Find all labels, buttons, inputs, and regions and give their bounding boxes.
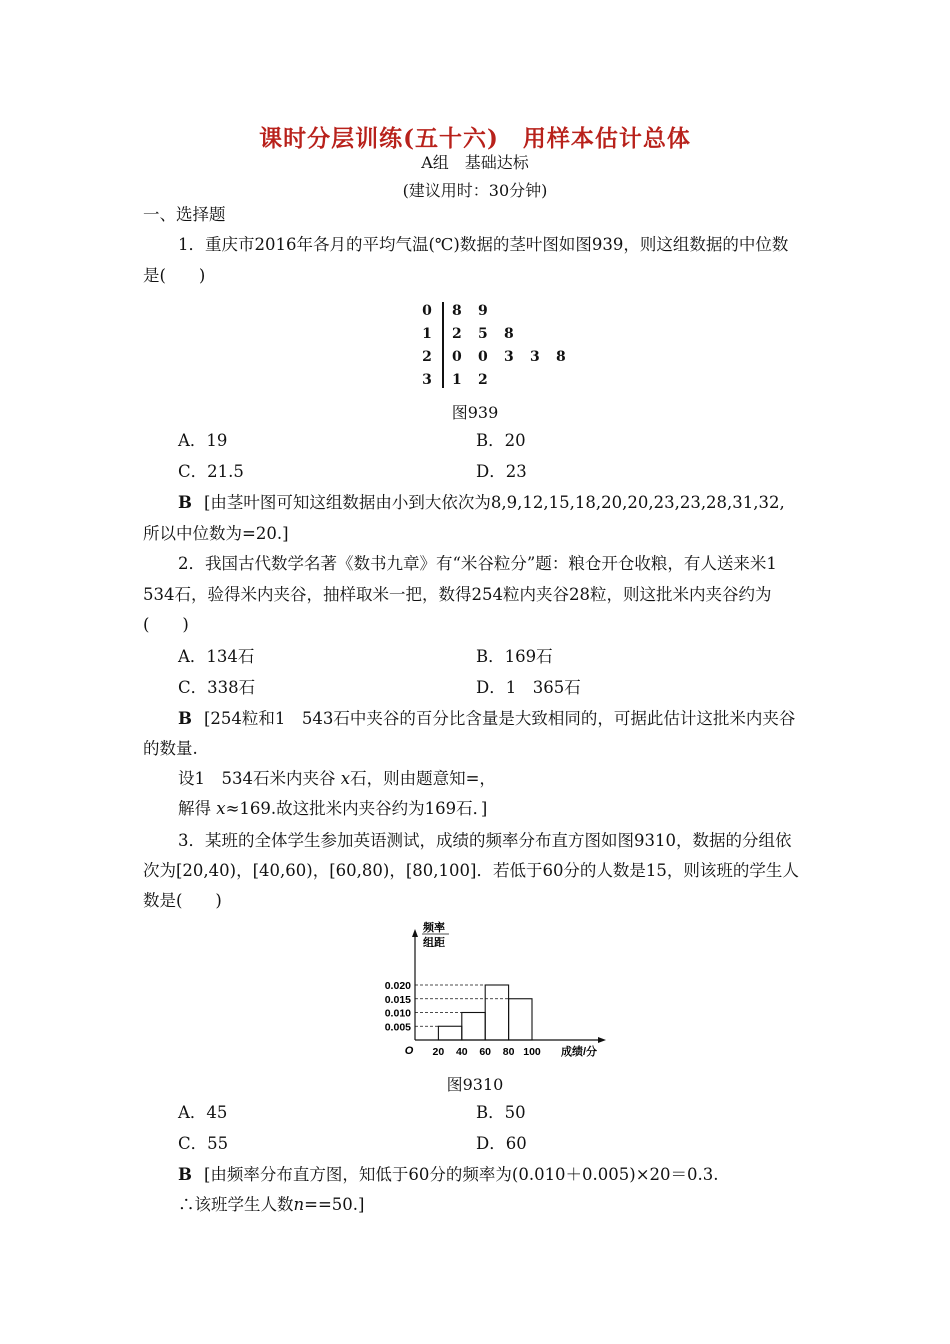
- histogram-bar: [509, 999, 532, 1040]
- leaf-value: 8: [556, 349, 566, 365]
- q1-answer: B: [178, 493, 192, 512]
- q1-option-c: C．21.5: [178, 462, 244, 481]
- stem-value: 0: [422, 303, 432, 319]
- leaf-value: 5: [478, 326, 488, 342]
- q2-sol3-a: 设1 534石米内夹谷: [178, 769, 336, 788]
- y-tick-label: 0.020: [384, 980, 411, 992]
- x-tick-label: 80: [502, 1046, 515, 1058]
- q2-sol3-b: 石，则由题意知=，: [350, 769, 496, 788]
- q3-sol2-var: n: [293, 1195, 305, 1214]
- q1-solution-text: [由茎叶图可知这组数据由小到大依次为8,9,12,15,18,20,20,23,23,28,31,32,: [203, 493, 785, 512]
- q3-option-c: C．55: [178, 1134, 229, 1153]
- q1-solution-line1: [178, 488, 818, 518]
- q3-stem-line1: 3．某班的全体学生参加英语测试，成绩的频率分布直方图如图9310，数据的分组依: [178, 831, 792, 850]
- histogram-bar: [462, 1013, 485, 1041]
- q3-answer: B: [178, 1165, 192, 1184]
- q2-answer: B: [178, 709, 192, 728]
- histogram-bar: [438, 1026, 461, 1040]
- y-tick-label: 0.005: [384, 1021, 411, 1034]
- leaf-value: 3: [530, 349, 540, 365]
- q3-solution-line1: [178, 1160, 818, 1190]
- q1-option-b: B．20: [476, 431, 526, 450]
- section-heading: 一、选择题: [143, 205, 226, 224]
- y-axis-label-bottom: 组距: [423, 937, 445, 949]
- x-axis-label: 成绩/分: [561, 1046, 598, 1058]
- group-label: A组 基础达标: [421, 153, 529, 172]
- frequency-histogram: [370, 915, 630, 1065]
- leaf-value: 2: [478, 372, 488, 388]
- origin-label: O: [404, 1045, 414, 1057]
- q2-sol3-var: x: [340, 769, 351, 788]
- time-hint: (建议用时：30分钟): [402, 181, 548, 200]
- q2-sol4-b: ≈169.故这批米内夹谷约为169石．]: [225, 799, 488, 818]
- q2-solution-line3: [178, 764, 818, 794]
- q3-option-a: A．45: [178, 1103, 228, 1122]
- q3-sol2-b: ==50.]: [304, 1195, 365, 1214]
- q3-sol2-a: ∴该班学生人数: [178, 1195, 294, 1214]
- q3-option-b: B．50: [476, 1103, 526, 1122]
- leaf-value: 8: [504, 326, 514, 342]
- q3-solution-text: [由频率分布直方图，知低于60分的频率为(0.010＋0.005)×20＝0.3.: [203, 1165, 719, 1184]
- leaf-value: 3: [504, 349, 514, 365]
- q2-solution-line1: [178, 704, 818, 734]
- q2-solution-text: [254粒和1 543石中夹谷的百分比含量是大致相同的，可据此估计这批米内夹谷: [203, 709, 796, 728]
- q2-option-d: D．1 365石: [476, 678, 581, 697]
- q2-solution-line4: [178, 794, 818, 824]
- histogram-bar: [485, 985, 508, 1040]
- q1-stem-line2: 是( ): [143, 266, 206, 285]
- q2-solution-line2: 的数量.: [143, 739, 198, 758]
- q3-solution-line2: [178, 1190, 818, 1220]
- q3-figure-caption: 图9310: [446, 1075, 504, 1094]
- q2-sol4-var: x: [216, 799, 226, 818]
- q1-option-a: A．19: [178, 431, 228, 450]
- q1-option-d: D．23: [476, 462, 527, 481]
- y-axis-arrow: [412, 929, 418, 937]
- q3-stem-line2: 次为[20,40)，[40,60)，[60,80)，[80,100]．若低于60分的人数是15，则该班的学生人: [143, 861, 799, 880]
- q2-option-a: A．134石: [178, 647, 255, 666]
- q2-stem-line2: 534石，验得米内夹谷，抽样取米一把，数得254粒内夹谷28粒，则这批米内夹谷约为: [143, 585, 772, 604]
- q1-solution-line2: 所以中位数为=20.]: [143, 524, 289, 543]
- q3-stem-line3: 数是( ): [143, 891, 222, 910]
- q1-stem-line1: 1．重庆市2016年各月的平均气温(℃)数据的茎叶图如图939，则这组数据的中位数: [178, 235, 789, 254]
- leaf-value: 0: [452, 349, 462, 365]
- x-tick-label: 60: [479, 1046, 492, 1058]
- leaf-value: 8: [452, 303, 462, 319]
- q2-sol4-a: 解得: [178, 799, 211, 818]
- q2-stem-line1: 2．我国古代数学名著《数书九章》有“米谷粒分”题：粮仓开仓收粮，有人送来米1: [178, 554, 777, 573]
- stem-value: 2: [422, 349, 432, 365]
- x-tick-label: 40: [455, 1046, 468, 1058]
- q2-stem-line3: ( ): [143, 615, 189, 634]
- leaf-value: 9: [478, 303, 488, 319]
- stem-leaf-divider: [442, 302, 444, 388]
- q2-option-b: B．169石: [476, 647, 553, 666]
- leaf-value: 0: [478, 349, 488, 365]
- q2-option-c: C．338石: [178, 678, 256, 697]
- x-tick-label: 20: [432, 1046, 445, 1058]
- q1-figure-caption: 图939: [451, 403, 499, 422]
- y-tick-label: 0.010: [384, 1007, 411, 1020]
- leaf-value: 1: [452, 372, 462, 388]
- y-tick-label: 0.015: [384, 993, 411, 1006]
- stem-value: 3: [422, 372, 432, 388]
- x-tick-label: 100: [523, 1046, 541, 1058]
- q3-option-d: D．60: [476, 1134, 527, 1153]
- page-title: 课时分层训练(五十六) 用样本估计总体: [259, 125, 691, 152]
- y-axis-label-top: 频率: [423, 922, 445, 934]
- x-axis-arrow: [598, 1037, 606, 1043]
- leaf-value: 2: [452, 326, 462, 342]
- stem-value: 1: [422, 326, 432, 342]
